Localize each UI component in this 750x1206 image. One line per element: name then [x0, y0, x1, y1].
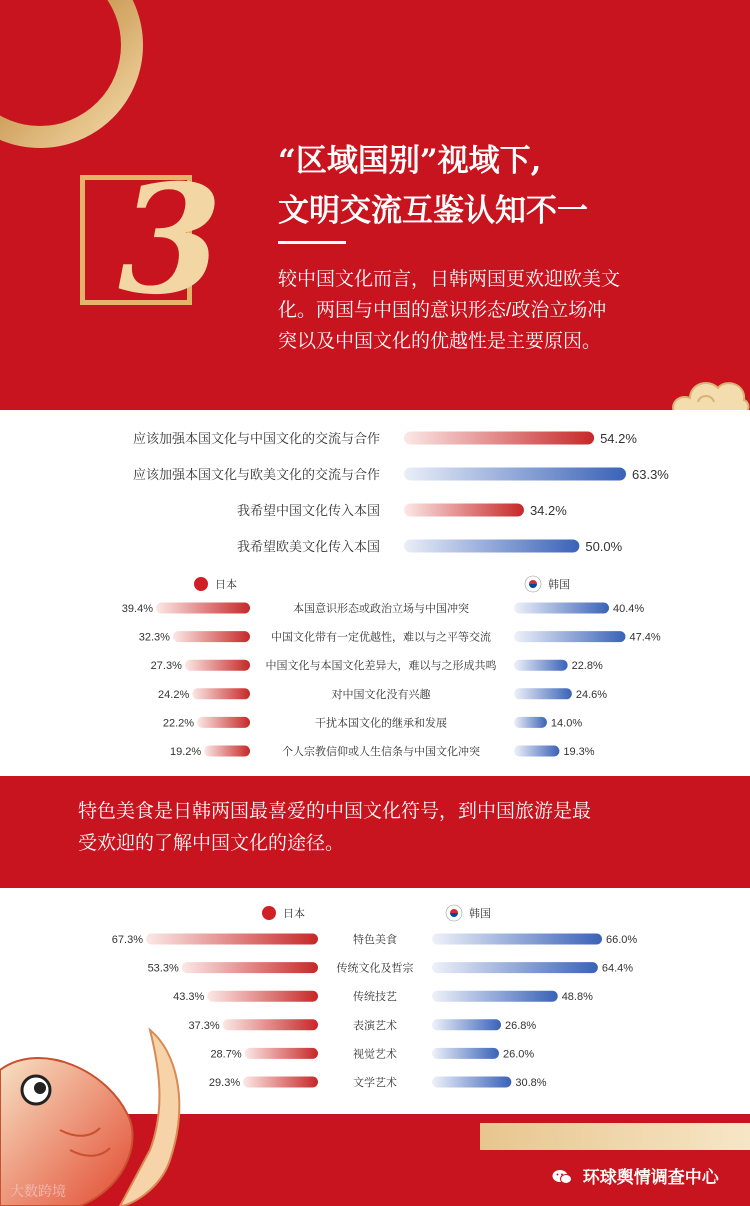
- c3-bar-japan: [207, 991, 318, 1002]
- c3-bar-japan: [243, 1077, 318, 1088]
- intro-text: [278, 264, 708, 357]
- c3-value-korea: 30.8%: [515, 1077, 547, 1089]
- wechat-icon: [552, 1169, 572, 1185]
- c2-bar-korea: [514, 660, 568, 671]
- c2-value-korea: 14.0%: [550, 717, 583, 730]
- japan-flag-icon: [262, 906, 276, 920]
- summary-line-1: 特色美食是日韩两国最喜爱的中国文化符号，到中国旅游是最: [78, 801, 592, 822]
- c2-legend-japan: 日本: [215, 579, 237, 591]
- symbol-summary-text: [78, 796, 678, 860]
- footer-gold-band: [480, 1123, 750, 1150]
- intro-line-1: 较中国文化而言，日韩两国更欢迎欧美文: [278, 269, 621, 290]
- c2-value-korea: 22.8%: [571, 660, 603, 673]
- hero-section: [0, 0, 750, 410]
- summary-line-2: 受欢迎的了解中国文化的途径。: [78, 833, 345, 854]
- c2-value-japan: 19.2%: [169, 746, 202, 758]
- chart1-category-label: 应该加强本国文化与欧美文化的交流与合作: [132, 467, 380, 482]
- c3-value-japan: 29.3%: [208, 1077, 241, 1089]
- footer-logo-text: 大数跨境: [10, 1183, 66, 1199]
- c3-category-label: 传统文化及哲宗: [336, 962, 414, 975]
- c2-value-japan: 32.3%: [138, 631, 170, 644]
- korea-flag-icon: [446, 905, 462, 921]
- c2-value-japan: 24.2%: [158, 688, 190, 701]
- intro-line-3: 突以及中国文化的优越性是主要原因。: [278, 331, 602, 352]
- c3-bar-korea: [432, 991, 558, 1002]
- footer-brand-text: 环球舆情调查中心: [582, 1168, 719, 1187]
- c2-value-korea: 40.4%: [613, 603, 645, 615]
- c3-legend-japan: 日本: [283, 908, 305, 920]
- section-number-badge: [80, 152, 223, 328]
- intro-line-2: 化。两国与中国的意识形态/政治立场冲: [278, 300, 607, 321]
- c2-category-label: 干扰本国文化的继承和发展: [315, 717, 447, 730]
- c2-value-japan: 27.3%: [150, 660, 182, 673]
- c2-category-label: 本国意识形态或政治立场与中国冲突: [293, 603, 469, 615]
- chart1-value-label: 50.0%: [585, 539, 623, 554]
- chart1-value-label: 63.3%: [632, 467, 669, 482]
- c2-bar-korea: [514, 746, 559, 757]
- chart1-category-label: 应该加强本国文化与中国文化的交流与合作: [132, 431, 380, 446]
- c3-bar-korea: [432, 962, 598, 973]
- c2-category-label: 中国文化与本国文化差异大，难以与之形成共鸣: [265, 660, 497, 673]
- c3-value-japan: 53.3%: [147, 962, 179, 975]
- reasons-butterfly-chart: [0, 410, 750, 776]
- footer-logo: [10, 1181, 66, 1201]
- c2-bar-korea: [514, 717, 547, 728]
- c3-bar-korea: [432, 1048, 499, 1059]
- title-divider: [278, 241, 346, 244]
- chart1-category-label: 我希望欧美文化传入本国: [236, 539, 380, 554]
- c3-value-korea: 64.4%: [601, 962, 634, 975]
- c3-value-japan: 37.3%: [188, 1019, 220, 1032]
- c3-legend-korea: 韩国: [469, 908, 491, 920]
- c3-value-korea: 48.8%: [561, 991, 593, 1004]
- chart1-value-label: 54.2%: [600, 431, 637, 446]
- c3-bar-korea: [432, 1077, 511, 1088]
- c2-bar-japan: [185, 660, 250, 671]
- attitude-chart-panel: [0, 410, 750, 776]
- c2-value-korea: 24.6%: [575, 688, 608, 701]
- c2-bar-japan: [156, 603, 250, 614]
- c3-value-japan: 43.3%: [173, 991, 205, 1004]
- c2-bar-japan: [204, 746, 250, 757]
- japan-flag-icon: [194, 577, 208, 591]
- c3-bar-japan: [146, 934, 318, 945]
- title-line-2: 文明交流互鉴认知不一: [278, 193, 588, 229]
- c2-value-korea: 19.3%: [563, 746, 595, 758]
- c2-value-korea: 47.4%: [629, 631, 661, 644]
- c3-value-korea: 26.8%: [505, 1019, 537, 1032]
- c3-bar-korea: [432, 1019, 501, 1030]
- c3-category-label: 特色美食: [353, 934, 397, 946]
- footer-brand: [552, 1163, 719, 1188]
- c2-value-japan: 39.4%: [121, 603, 153, 615]
- title-line-1: “区域国别”视域下,: [278, 143, 542, 179]
- c2-bar-korea: [514, 631, 625, 642]
- c2-bar-korea: [514, 688, 572, 699]
- c2-category-label: 个人宗教信仰或人生信条与中国文化冲突: [282, 746, 480, 758]
- c3-value-korea: 26.0%: [502, 1048, 535, 1061]
- chart1-category-label: 我希望中国文化传入本国: [236, 503, 380, 518]
- page-title: [278, 136, 588, 236]
- c2-category-label: 对中国文化没有兴趣: [331, 688, 431, 701]
- c3-bar-japan: [182, 962, 318, 973]
- c3-category-label: 文学艺术: [353, 1077, 397, 1089]
- c2-bar-japan: [192, 688, 250, 699]
- c2-legend-korea: 韩国: [548, 579, 570, 591]
- gold-ring-decoration: [0, 0, 160, 160]
- c2-bar-korea: [514, 603, 609, 614]
- section-number: 3: [118, 152, 223, 328]
- c3-category-label: 视觉艺术: [353, 1048, 397, 1061]
- c3-category-label: 表演艺术: [353, 1019, 397, 1032]
- chart1-value-label: 34.2%: [529, 503, 567, 518]
- c3-value-japan: 28.7%: [210, 1048, 242, 1061]
- c2-bar-japan: [173, 631, 250, 642]
- c2-bar-japan: [197, 717, 250, 728]
- c3-value-korea: 66.0%: [606, 934, 638, 946]
- c2-category-label: 中国文化带有一定优越性，难以与之平等交流: [271, 631, 491, 644]
- c3-bar-korea: [432, 934, 602, 945]
- c2-value-japan: 22.2%: [162, 717, 195, 730]
- c3-bar-japan: [245, 1048, 318, 1059]
- korea-flag-icon: [525, 576, 541, 592]
- c3-category-label: 传统技艺: [353, 991, 397, 1004]
- c3-bar-japan: [223, 1019, 318, 1030]
- c3-value-japan: 67.3%: [111, 934, 143, 946]
- koi-fish-decoration: [0, 1010, 200, 1206]
